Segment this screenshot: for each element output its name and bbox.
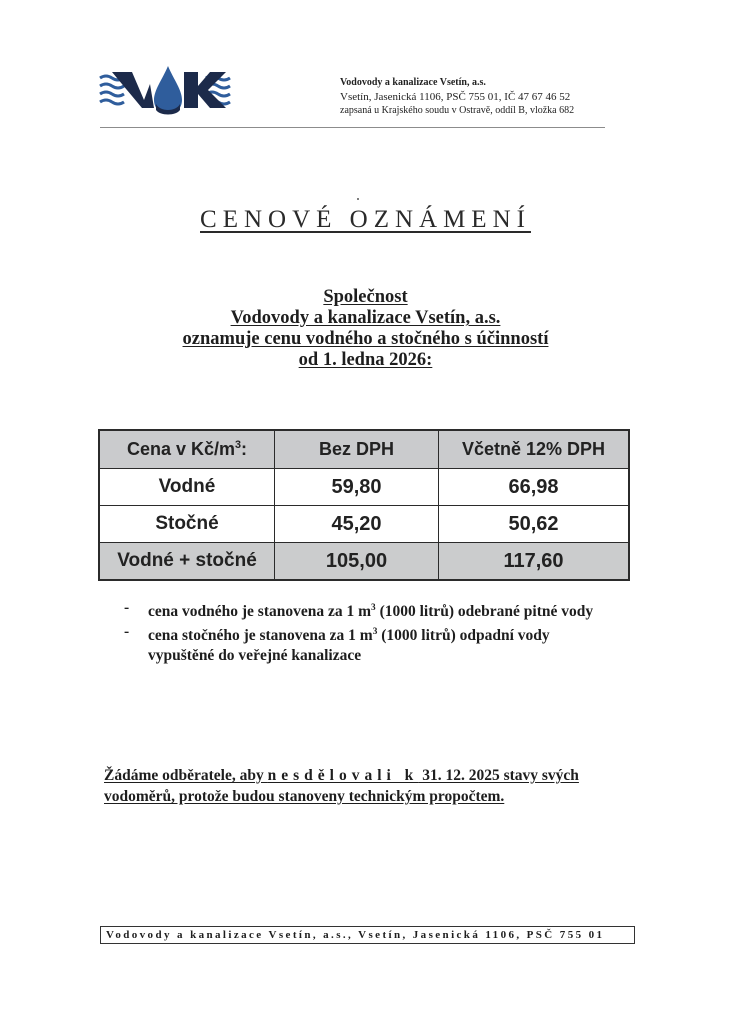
intro-line-4: od 1. ledna 2026: <box>298 350 433 370</box>
vak-logo-icon <box>98 64 234 116</box>
company-info <box>340 76 574 118</box>
header-divider <box>100 127 605 128</box>
company-name: Vodovody a kanalizace Vsetín, a.s. <box>340 77 486 88</box>
intro-line-2: Vodovody a kanalizace Vsetín, a.s. <box>230 308 501 328</box>
price-s-dph: 66,98 <box>439 469 630 506</box>
intro-line-1: Společnost <box>323 287 408 307</box>
row-label: Vodné + stočné <box>99 543 275 581</box>
scan-speck <box>357 198 359 200</box>
price-bez-dph: 45,20 <box>275 506 439 543</box>
header-cell-s-dph: Včetně 12% DPH <box>439 430 630 469</box>
price-s-dph: 117,60 <box>439 543 630 581</box>
company-registration: zapsaná u Krajského soudu v Ostravě, oddíl B, vložka 682 <box>340 105 575 116</box>
price-bez-dph: 105,00 <box>275 543 439 581</box>
table-row <box>99 506 629 543</box>
announcement-intro <box>0 287 731 371</box>
intro-line-3: oznamuje cenu vodného a stočného s účinností <box>182 329 549 349</box>
table-row-total <box>99 543 629 581</box>
row-label: Vodné <box>99 469 275 506</box>
header-cell-unit: Cena v $Kč/m^3$: <box>99 430 275 469</box>
row-label: Stočné <box>99 506 275 543</box>
company-logo <box>98 64 234 116</box>
header-cell-bez-dph: Bez DPH <box>275 430 439 469</box>
price-s-dph: 50,62 <box>439 506 630 543</box>
price-bez-dph: 59,80 <box>275 469 439 506</box>
note-item: - cena stočného je stanovena za 1 $m^3$ (1000 litrů) odpadní vody vypuštěné do veřejné kanalizace <box>124 623 550 665</box>
price-notes <box>120 598 600 666</box>
company-address: Vsetín, Jasenická 1106, PSČ 755 01, IČ 47 67 46 52 <box>340 91 571 103</box>
price-table <box>98 429 630 581</box>
page-title: CENOVÉ OZNÁMENÍ <box>200 206 531 233</box>
table-row <box>99 469 629 506</box>
meter-reading-request: Žádáme odběratele, aby nesdělovali k 31. 12. 2025 stavy svých vodoměrů, protože budou stanoveny technickým propočtem. <box>104 767 579 805</box>
table-header-row <box>99 430 629 469</box>
note-item: - cena vodného je stanovena za 1 $m^3$ (1000 litrů) odebrané pitné vody <box>124 599 594 621</box>
footer-address: Vodovody a kanalizace Vsetín, a.s., Vsetín, Jasenická 1106, PSČ 755 01 <box>100 926 635 944</box>
